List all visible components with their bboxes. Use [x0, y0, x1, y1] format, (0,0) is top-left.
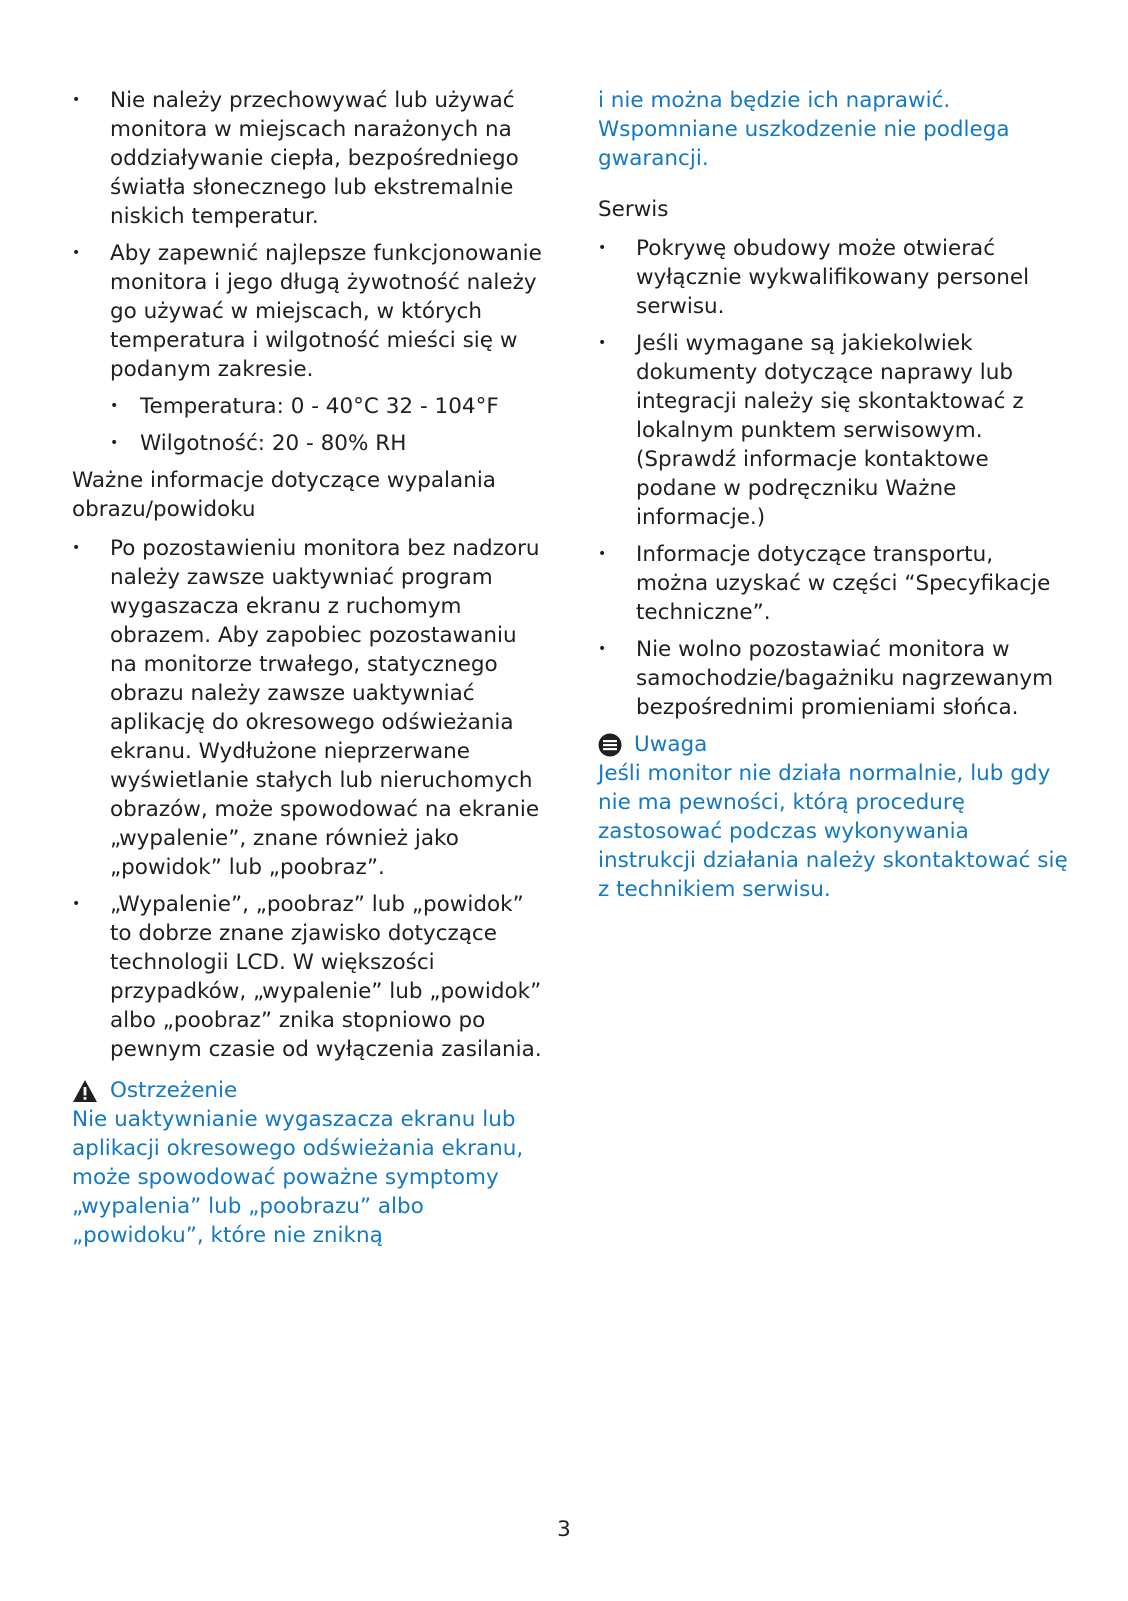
- note-title-text: Uwaga: [634, 732, 708, 757]
- humidity-range: • Wilgotność: 20 - 80% RH: [110, 429, 542, 458]
- list-item: • Nie wolno pozostawiać monitora w samochodzie/bagażniku nagrzewanym bezpośrednimi promieniami słońca.: [598, 635, 1068, 722]
- list-item: • Informacje dotyczące transportu, można uzyskać w części “Specyfikacje techniczne”.: [598, 540, 1068, 627]
- note-text: Jeśli monitor nie działa normalnie, lub gdy nie ma pewności, którą procedurę zastosować podczas wykonywania instrukcji działania należy skontaktować się z technikiem serwisu.: [598, 761, 1068, 902]
- burn-in-bullet-list: [72, 534, 542, 1064]
- list-item: • Nie należy przechowywać lub używać monitora w miejscach narażonych na oddziaływanie ciepła, bezpośredniego światła słonecznego lub ekstremalnie niskich temperatur.: [72, 86, 542, 231]
- list-item: • Jeśli wymagane są jakiekolwiek dokumenty dotyczące naprawy lub integracji należy się skontaktować z lokalnym punktem serwisowym. (Sprawdź informacje kontaktowe podane w podręczniku Ważne informacje.): [598, 329, 1068, 532]
- service-heading: Serwis: [598, 197, 669, 222]
- warning-title-text: Ostrzeżenie: [110, 1078, 238, 1103]
- right-column: [598, 86, 1068, 904]
- page-number: 3: [557, 1517, 571, 1542]
- temperature-range: • Temperatura: 0 - 40°C 32 - 104°F: [110, 392, 542, 421]
- warning-text-continued: i nie można będzie ich naprawić. Wspomniane uszkodzenie nie podlega gwarancji.: [598, 88, 1010, 171]
- list-item: • Po pozostawieniu monitora bez nadzoru należy zawsze uaktywniać program wygaszacza ekranu z ruchomym obrazem. Aby zapobiec pozostawaniu na monitorze trwałego, statycznego obrazu należy zawsze uaktywniać aplikację do okresowego odświeżania ekranu. Wydłużone nieprzerwane wyświetlanie stałych lub nieruchomych obrazów, może spowodować na ekranie „wypalenie”, znane również jako „powidok” lub „poobraz”.: [72, 534, 542, 882]
- note-title: [598, 730, 1068, 759]
- warning-title: [72, 1076, 542, 1105]
- warning-text: Nie uaktywnianie wygaszacza ekranu lub aplikacji okresowego odświeżania ekranu, może spowodować poważne symptomy „wypalenia” lub „poobrazu” albo „powidoku”, które nie znikną: [72, 1107, 524, 1248]
- list-item-text: Aby zapewnić najlepsze funkcjonowanie monitora i jego długą żywotność należy go używać w miejscach, w których temperatura i wilgotność mieści się w podanym zakresie.: [110, 241, 542, 382]
- storage-bullet-list: [72, 86, 542, 458]
- conditions-sublist: [110, 392, 542, 458]
- list-item: • „Wypalenie”, „poobraz” lub „powidok” to dobrze znane zjawisko dotyczące technologii LCD. W większości przypadków, „wypalenie” lub „powidok” albo „poobraz” znika stopniowo po pewnym czasie od wyłączenia zasilania.: [72, 890, 542, 1064]
- list-item: • Pokrywę obudowy może otwierać wyłącznie wykwalifikowany personel serwisu.: [598, 234, 1068, 321]
- warning-triangle-icon: [72, 1079, 98, 1103]
- list-item: [72, 239, 542, 458]
- service-bullet-list: [598, 234, 1068, 722]
- note-icon: [598, 733, 622, 757]
- left-column: [72, 86, 542, 1250]
- burn-in-heading: Ważne informacje dotyczące wypalania obrazu/powidoku: [72, 468, 496, 522]
